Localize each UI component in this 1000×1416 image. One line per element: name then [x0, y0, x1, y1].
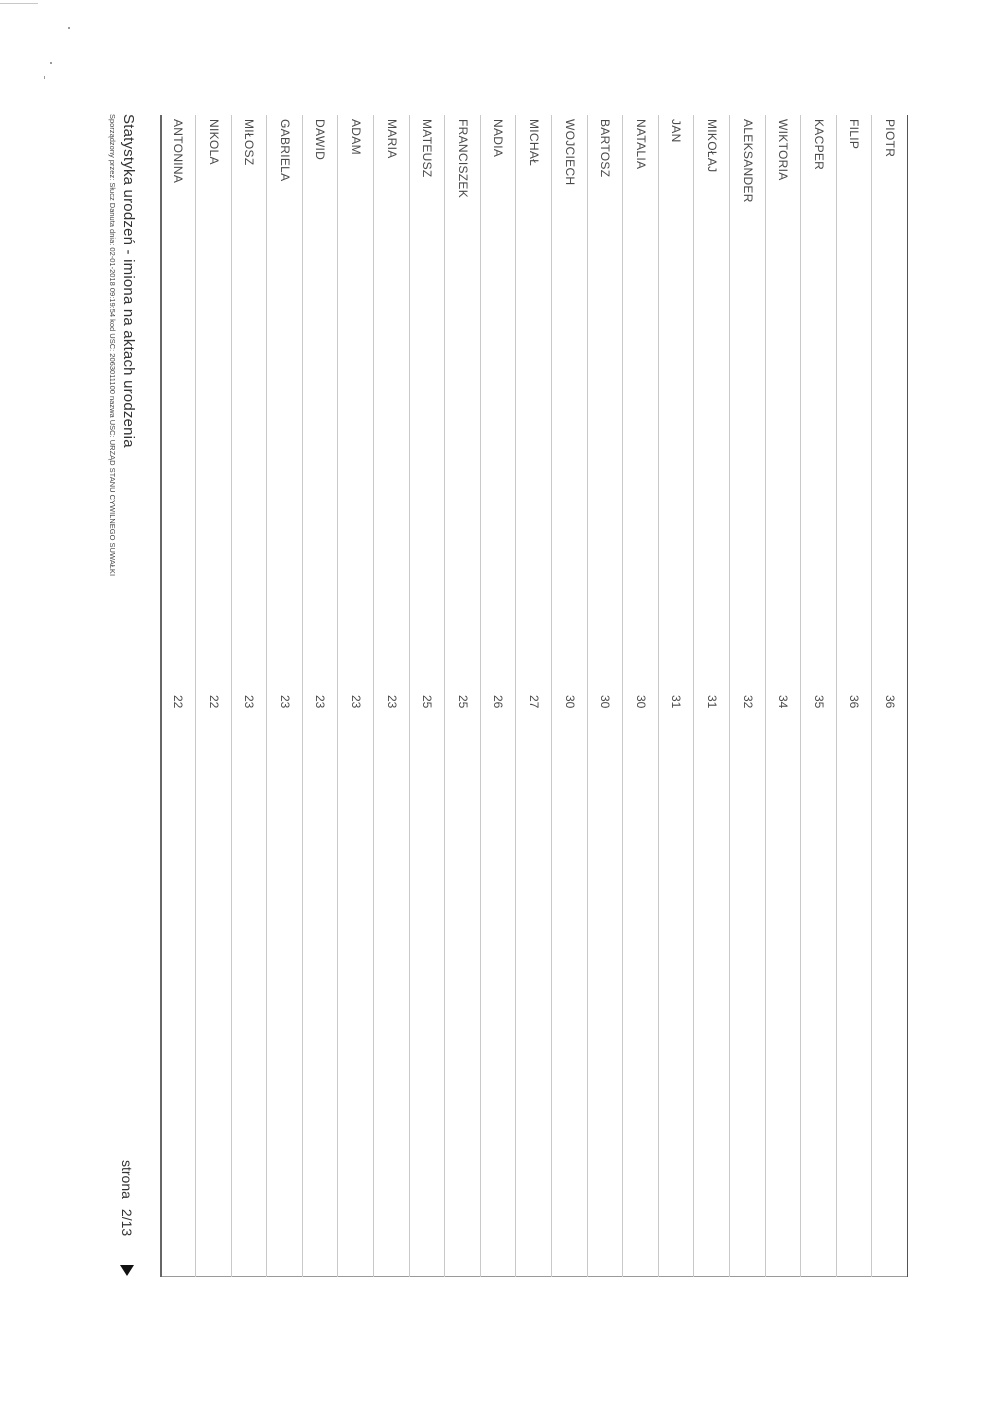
count-cell: 36: [847, 695, 862, 709]
row-edge: [267, 1276, 302, 1277]
name-cell: MIŁOSZ: [242, 119, 257, 166]
triangle-right-icon[interactable]: [120, 1265, 134, 1276]
row-edge: [872, 1276, 907, 1277]
table-row: [658, 115, 694, 1277]
name-cell: ALEKSANDER: [740, 119, 755, 203]
name-cell: NADIA: [491, 119, 506, 158]
count-cell: 31: [705, 695, 720, 709]
table-row: [409, 115, 445, 1277]
table-row: [302, 115, 338, 1277]
report-meta: Sporządzony przez: Słucz Danuta dnia: 02-01-2018 09:19:54 kod USC: 2063011100 nazwa USC: URZĄD STANU CYWILNEGO SUWAŁKI: [108, 114, 117, 577]
name-cell: MIKOŁAJ: [705, 119, 720, 173]
name-cell: JAN: [669, 119, 684, 143]
count-cell: 22: [171, 695, 186, 709]
table-row: [871, 115, 907, 1277]
count-cell: 30: [598, 695, 613, 709]
table-row: [231, 115, 267, 1277]
table-row: [729, 115, 765, 1277]
row-edge: [694, 1276, 729, 1277]
count-cell: 30: [562, 695, 577, 709]
count-cell: 31: [669, 695, 684, 709]
name-cell: PIOTR: [883, 119, 897, 158]
count-cell: 30: [633, 695, 648, 709]
row-edge: [730, 1276, 765, 1277]
row-edge: [303, 1276, 338, 1277]
row-edge: [196, 1276, 231, 1277]
table-row: [551, 115, 587, 1277]
name-cell: FRANCISZEK: [455, 119, 470, 199]
table-row: [480, 115, 516, 1277]
count-cell: 35: [811, 695, 826, 709]
count-cell: 36: [883, 695, 897, 709]
count-cell: 25: [455, 695, 470, 709]
count-cell: 26: [491, 695, 506, 709]
table-top-border: [907, 115, 908, 1277]
name-cell: MARIA: [384, 119, 399, 159]
name-cell: WOJCIECH: [562, 119, 577, 186]
row-edge: [232, 1276, 267, 1277]
row-edge: [837, 1276, 872, 1277]
pagination-page: 2/13: [119, 1208, 135, 1237]
name-cell: NIKOLA: [206, 119, 221, 165]
row-edge: [481, 1276, 516, 1277]
pagination-label: strona: [119, 1160, 135, 1199]
table-row: [338, 115, 374, 1277]
name-cell: BARTOSZ: [598, 119, 613, 178]
count-cell: 22: [206, 695, 221, 709]
name-cell: ADAM: [349, 119, 364, 155]
table-row: [515, 115, 551, 1277]
pagination: [119, 1160, 135, 1236]
count-cell: 23: [242, 695, 257, 709]
row-edge: [516, 1276, 551, 1277]
name-cell: NATALIA: [633, 119, 648, 170]
name-cell: KACPER: [811, 119, 826, 171]
name-cell: MATEUSZ: [420, 119, 435, 178]
table-row: [693, 115, 729, 1277]
table-row: [587, 115, 623, 1277]
table-row: [622, 115, 658, 1277]
names-table: [160, 115, 908, 1277]
row-edge: [766, 1276, 801, 1277]
table-row: [765, 115, 801, 1277]
count-cell: 25: [420, 695, 435, 709]
count-cell: 23: [349, 695, 364, 709]
count-cell: 23: [313, 695, 328, 709]
row-edge: [552, 1276, 587, 1277]
count-cell: 34: [776, 695, 791, 709]
name-cell: DAWID: [313, 119, 328, 161]
name-cell: WIKTORIA: [776, 119, 791, 181]
table-row: [800, 115, 836, 1277]
table-body: [160, 115, 907, 1277]
name-cell: FILIP: [847, 119, 862, 150]
count-cell: 32: [740, 695, 755, 709]
name-cell: MICHAŁ: [527, 119, 542, 167]
row-edge: [410, 1276, 445, 1277]
report-title: Statystyka urodzeń - imiona na aktach urodzenia: [120, 114, 137, 448]
count-cell: 27: [527, 695, 542, 709]
name-cell: GABRIELA: [277, 119, 292, 182]
table-row: [195, 115, 231, 1277]
table-row: [444, 115, 480, 1277]
row-edge: [588, 1276, 623, 1277]
row-edge: [162, 1276, 196, 1277]
row-edge: [801, 1276, 836, 1277]
count-cell: 23: [384, 695, 399, 709]
row-edge: [339, 1276, 374, 1277]
table-row: [266, 115, 302, 1277]
row-edge: [659, 1276, 694, 1277]
row-edge: [374, 1276, 409, 1277]
count-cell: 23: [277, 695, 292, 709]
table-row: [160, 115, 196, 1277]
row-edge: [445, 1276, 480, 1277]
row-edge: [623, 1276, 658, 1277]
table-row: [836, 115, 872, 1277]
table-row: [373, 115, 409, 1277]
name-cell: ANTONINA: [171, 119, 186, 184]
